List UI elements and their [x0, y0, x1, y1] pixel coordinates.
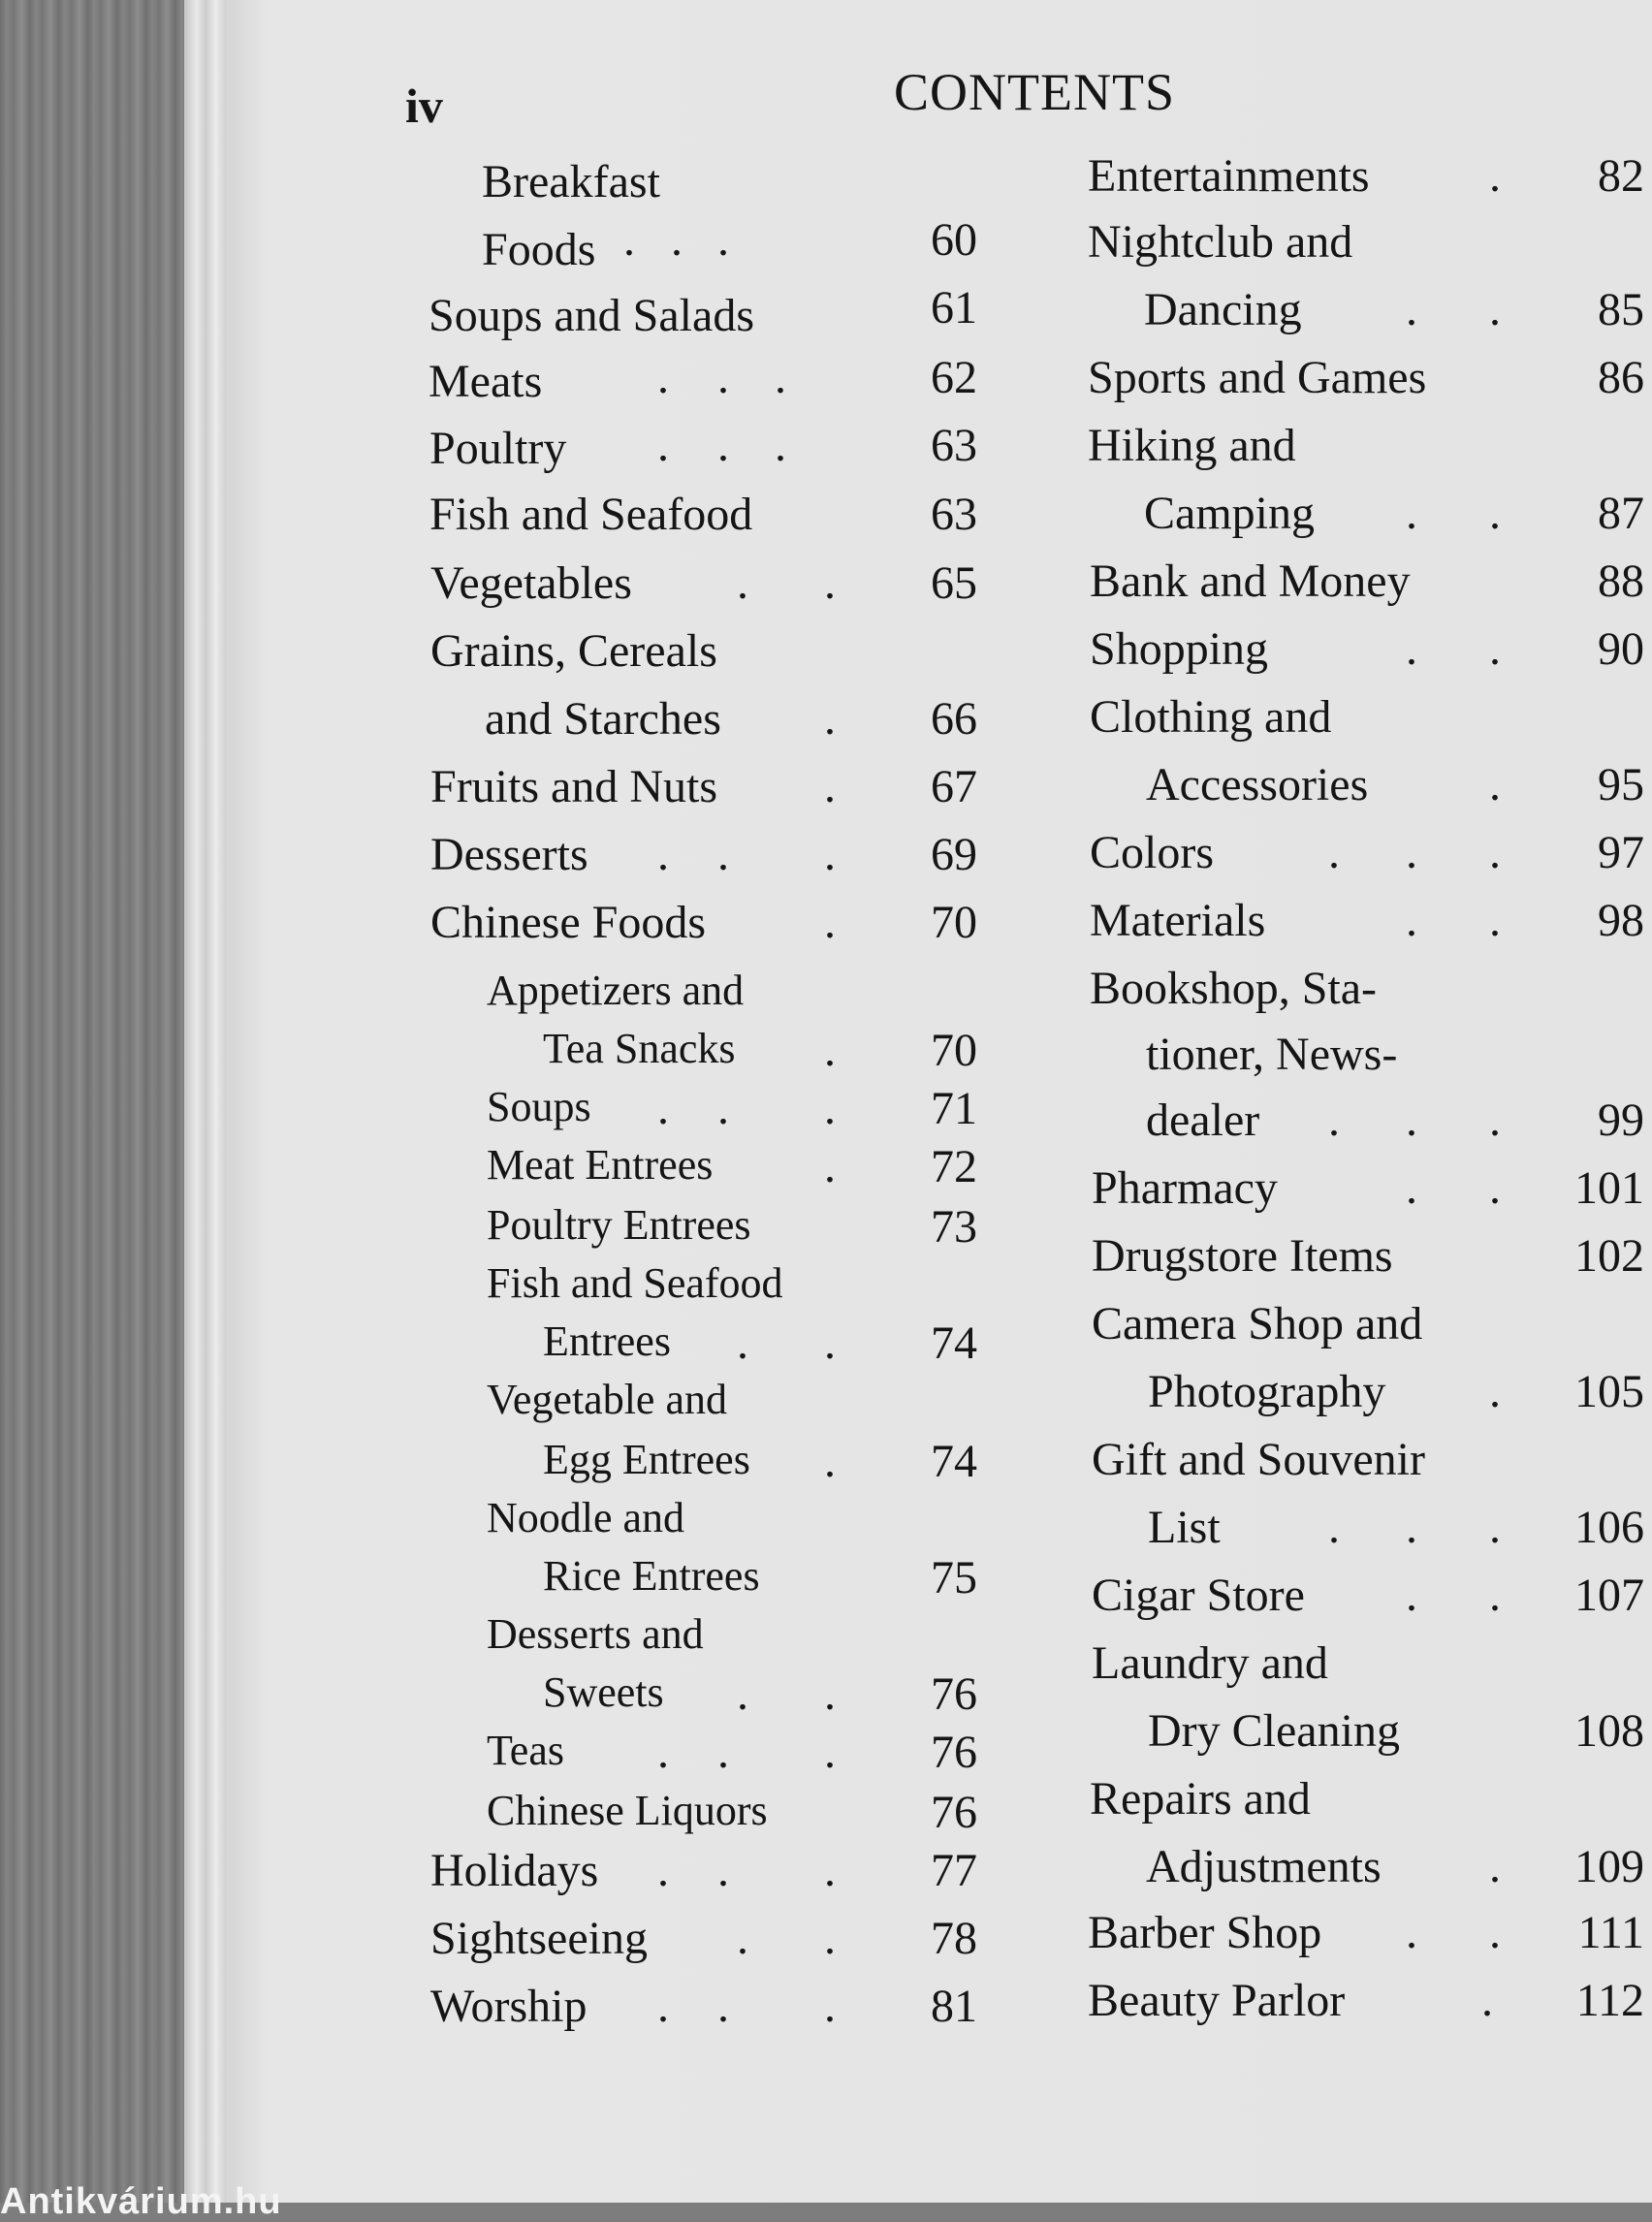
- toc-page-number: 63: [931, 489, 977, 540]
- toc-entry-title: and Starches: [485, 693, 721, 745]
- toc-entry-title: Meat Entrees: [487, 1141, 714, 1189]
- toc-page-number: 112: [1575, 1975, 1644, 2026]
- leader-dot: .: [775, 420, 786, 471]
- toc-page-number: 108: [1574, 1705, 1644, 1757]
- toc-page-number: 77: [931, 1845, 977, 1896]
- toc-page-number: 82: [1598, 150, 1644, 202]
- leader-dot: .: [1489, 1570, 1501, 1621]
- toc-page-number: 70: [931, 1025, 977, 1076]
- toc-entry-title: Poultry Entrees: [487, 1201, 751, 1249]
- leader-dot: .: [824, 761, 836, 812]
- leader-dot: .: [717, 1727, 729, 1778]
- toc-entry-title: Noodle and: [487, 1494, 685, 1541]
- toc-page-number: 74: [931, 1317, 977, 1369]
- toc-entry-title: Bookshop, Sta-: [1090, 963, 1378, 1014]
- toc-entry-title: Desserts and: [487, 1610, 704, 1658]
- toc-entry-title: Sightseeing: [430, 1913, 648, 1964]
- toc-entry-title: Foods: [482, 224, 596, 275]
- leader-dot: .: [717, 1083, 729, 1134]
- leader-dot: .: [1406, 1570, 1417, 1621]
- leader-dot: .: [1489, 895, 1501, 946]
- leader-dot: .: [824, 897, 836, 948]
- toc-page-number: 65: [931, 557, 977, 609]
- leader-dot: .: [1328, 1095, 1340, 1146]
- toc-entry-title: Fish and Seafood: [487, 1259, 783, 1307]
- toc-page-number: 67: [931, 761, 977, 812]
- leader-dot: .: [1406, 1162, 1417, 1214]
- leader-dot: .: [824, 693, 836, 745]
- leader-dot: .: [824, 1845, 836, 1896]
- leader-dot: .: [1328, 1502, 1340, 1553]
- toc-entry-title: Accessories: [1146, 759, 1369, 810]
- leader-dot: .: [824, 1668, 836, 1720]
- toc-entry-title: Entrees: [543, 1317, 671, 1365]
- toc-entry-title: Poultry: [429, 423, 567, 474]
- toc-entry-title: Soups and Salads: [429, 290, 754, 341]
- page-title: CONTENTS: [894, 63, 1175, 121]
- leader-dot: .: [657, 352, 669, 403]
- leader-dot: .: [1406, 1095, 1417, 1146]
- leader-dot: .: [657, 1845, 669, 1896]
- leader-dot: .: [737, 1913, 748, 1964]
- toc-page-number: 106: [1574, 1502, 1644, 1553]
- toc-page-number: 105: [1574, 1366, 1644, 1417]
- toc-entry-title: Breakfast: [482, 156, 660, 207]
- toc-entry-title: Sweets: [543, 1668, 664, 1716]
- toc-entry-title: Camping: [1144, 488, 1315, 539]
- toc-entry-title: Soups: [487, 1083, 591, 1130]
- toc-page-number: 111: [1577, 1907, 1644, 1958]
- leader-dot: .: [671, 214, 683, 266]
- toc-page-number: 99: [1598, 1095, 1644, 1146]
- toc-page-number: 87: [1598, 488, 1644, 539]
- toc-entry-title: Sports and Games: [1088, 352, 1427, 403]
- leader-dot: .: [657, 1981, 669, 2032]
- toc-entry-title: Vegetable and: [487, 1376, 727, 1423]
- toc-page-number: 75: [931, 1552, 977, 1603]
- leader-dot: .: [1489, 827, 1501, 878]
- toc-entry-title: dealer: [1146, 1095, 1260, 1146]
- toc-page-number: 90: [1598, 623, 1644, 675]
- toc-page-number: 88: [1598, 556, 1644, 607]
- toc-page-number: 63: [931, 420, 977, 471]
- leader-dot: .: [717, 214, 729, 266]
- toc-entry-title: Clothing and: [1090, 691, 1332, 743]
- toc-page-number: 81: [931, 1981, 977, 2032]
- toc-entry-title: Barber Shop: [1088, 1907, 1322, 1958]
- toc-entry-title: Drugstore Items: [1092, 1230, 1393, 1282]
- toc-entry-title: Chinese Foods: [430, 897, 707, 948]
- leader-dot: .: [1406, 284, 1417, 335]
- leader-dot: .: [717, 1845, 729, 1896]
- toc-entry-title: Pharmacy: [1092, 1162, 1278, 1214]
- toc-entry-title: Materials: [1090, 895, 1266, 946]
- toc-page-number: 97: [1598, 827, 1644, 878]
- toc-entry-title: Hiking and: [1088, 420, 1296, 471]
- leader-dot: .: [1406, 1502, 1417, 1553]
- toc-entry-title: Cigar Store: [1092, 1570, 1305, 1621]
- page-number: iv: [405, 79, 443, 133]
- leader-dot: .: [1489, 623, 1501, 675]
- toc-entry-title: Holidays: [430, 1845, 599, 1896]
- toc-entry-title: Gift and Souvenir: [1092, 1434, 1425, 1485]
- leader-dot: .: [824, 1436, 836, 1487]
- toc-entry-title: List: [1148, 1502, 1221, 1553]
- leader-dot: .: [623, 214, 635, 266]
- leader-dot: .: [737, 1317, 748, 1369]
- leader-dot: .: [1489, 150, 1501, 202]
- toc-entry-title: Shopping: [1090, 623, 1269, 675]
- leader-dot: .: [1489, 1095, 1501, 1146]
- toc-page-number: 66: [931, 693, 977, 745]
- toc-page-number: 78: [931, 1913, 977, 1964]
- toc-entry-title: Adjustments: [1146, 1841, 1382, 1892]
- leader-dot: .: [1489, 488, 1501, 539]
- toc-entry-title: Entertainments: [1088, 150, 1370, 202]
- leader-dot: .: [717, 352, 729, 403]
- leader-dot: .: [657, 1083, 669, 1134]
- toc-page-number: 76: [931, 1787, 977, 1838]
- toc-page-number: 69: [931, 829, 977, 880]
- toc-page-number: 109: [1574, 1841, 1644, 1892]
- toc-page-number: 73: [931, 1201, 977, 1253]
- toc-page-number: 60: [931, 214, 977, 266]
- leader-dot: .: [1489, 284, 1501, 335]
- toc-entry-title: Tea Snacks: [543, 1025, 736, 1072]
- leader-dot: .: [824, 1317, 836, 1369]
- toc-page-number: 85: [1598, 284, 1644, 335]
- toc-entry-title: Beauty Parlor: [1088, 1975, 1346, 2026]
- toc-entry-title: Worship: [430, 1981, 588, 2032]
- toc-entry-title: Vegetables: [430, 557, 632, 609]
- leader-dot: .: [717, 829, 729, 880]
- watermark: Antikvárium.hu: [0, 2181, 282, 2222]
- toc-entry-title: Bank and Money: [1090, 556, 1411, 607]
- toc-entry-title: Photography: [1148, 1366, 1386, 1417]
- leader-dot: .: [1489, 759, 1501, 810]
- leader-dot: .: [824, 1913, 836, 1964]
- leader-dot: .: [657, 420, 669, 471]
- toc-entry-title: tioner, News-: [1146, 1029, 1398, 1080]
- toc-entry-title: Meats: [429, 356, 543, 407]
- leader-dot: .: [1489, 1502, 1501, 1553]
- toc-entry-title: Repairs and: [1090, 1773, 1311, 1825]
- leader-dot: .: [824, 1981, 836, 2032]
- leader-dot: .: [1406, 895, 1417, 946]
- toc-entry-title: Fish and Seafood: [429, 489, 753, 540]
- toc-entry-title: Nightclub and: [1088, 216, 1353, 268]
- toc-page-number: 74: [931, 1436, 977, 1487]
- toc-page-number: 98: [1598, 895, 1644, 946]
- leader-dot: .: [824, 1025, 836, 1076]
- toc-entry-title: Teas: [487, 1727, 564, 1774]
- leader-dot: .: [775, 352, 786, 403]
- toc-page-number: 107: [1574, 1570, 1644, 1621]
- toc-page-number: 70: [931, 897, 977, 948]
- toc-page-number: 72: [931, 1141, 977, 1192]
- leader-dot: .: [1328, 827, 1340, 878]
- toc-entry-title: Chinese Liquors: [487, 1787, 768, 1834]
- toc-entry-title: Appetizers and: [487, 967, 745, 1014]
- toc-page-number: 86: [1598, 352, 1644, 403]
- leader-dot: .: [1489, 1162, 1501, 1214]
- leader-dot: .: [657, 1727, 669, 1778]
- leader-dot: .: [824, 829, 836, 880]
- toc-page-number: 71: [931, 1083, 977, 1134]
- leader-dot: .: [1406, 827, 1417, 878]
- toc-page-number: 61: [931, 282, 977, 333]
- leader-dot: .: [717, 420, 729, 471]
- background-surface: [0, 0, 208, 2203]
- leader-dot: .: [824, 1083, 836, 1134]
- toc-entry-title: Fruits and Nuts: [430, 761, 718, 812]
- toc-page-number: 76: [931, 1727, 977, 1778]
- leader-dot: .: [1406, 1907, 1417, 1958]
- toc-entry-title: Dry Cleaning: [1148, 1705, 1400, 1757]
- leader-dot: .: [1489, 1366, 1501, 1417]
- toc-entry-title: Desserts: [430, 829, 588, 880]
- toc-entry-title: Camera Shop and: [1092, 1298, 1423, 1349]
- leader-dot: .: [1489, 1841, 1501, 1892]
- leader-dot: .: [824, 1141, 836, 1192]
- toc-entry-title: Grains, Cereals: [430, 625, 717, 677]
- toc-entry-title: Rice Entrees: [543, 1552, 760, 1600]
- page-edges: [184, 0, 233, 2203]
- leader-dot: .: [824, 557, 836, 609]
- leader-dot: .: [1406, 488, 1417, 539]
- leader-dot: .: [737, 557, 748, 609]
- toc-page-number: 101: [1574, 1162, 1644, 1214]
- leader-dot: .: [657, 829, 669, 880]
- toc-page-number: 62: [931, 352, 977, 403]
- toc-entry-title: Colors: [1090, 827, 1215, 878]
- leader-dot: .: [1481, 1975, 1493, 2026]
- leader-dot: .: [824, 1727, 836, 1778]
- leader-dot: .: [1489, 1907, 1501, 1958]
- leader-dot: .: [717, 1981, 729, 2032]
- leader-dot: .: [737, 1668, 748, 1720]
- toc-page-number: 102: [1574, 1230, 1644, 1282]
- leader-dot: .: [1406, 623, 1417, 675]
- toc-entry-title: Egg Entrees: [543, 1436, 750, 1483]
- toc-entry-title: Laundry and: [1092, 1637, 1328, 1689]
- toc-page-number: 76: [931, 1668, 977, 1720]
- toc-entry-title: Dancing: [1144, 284, 1302, 335]
- toc-page-number: 95: [1598, 759, 1644, 810]
